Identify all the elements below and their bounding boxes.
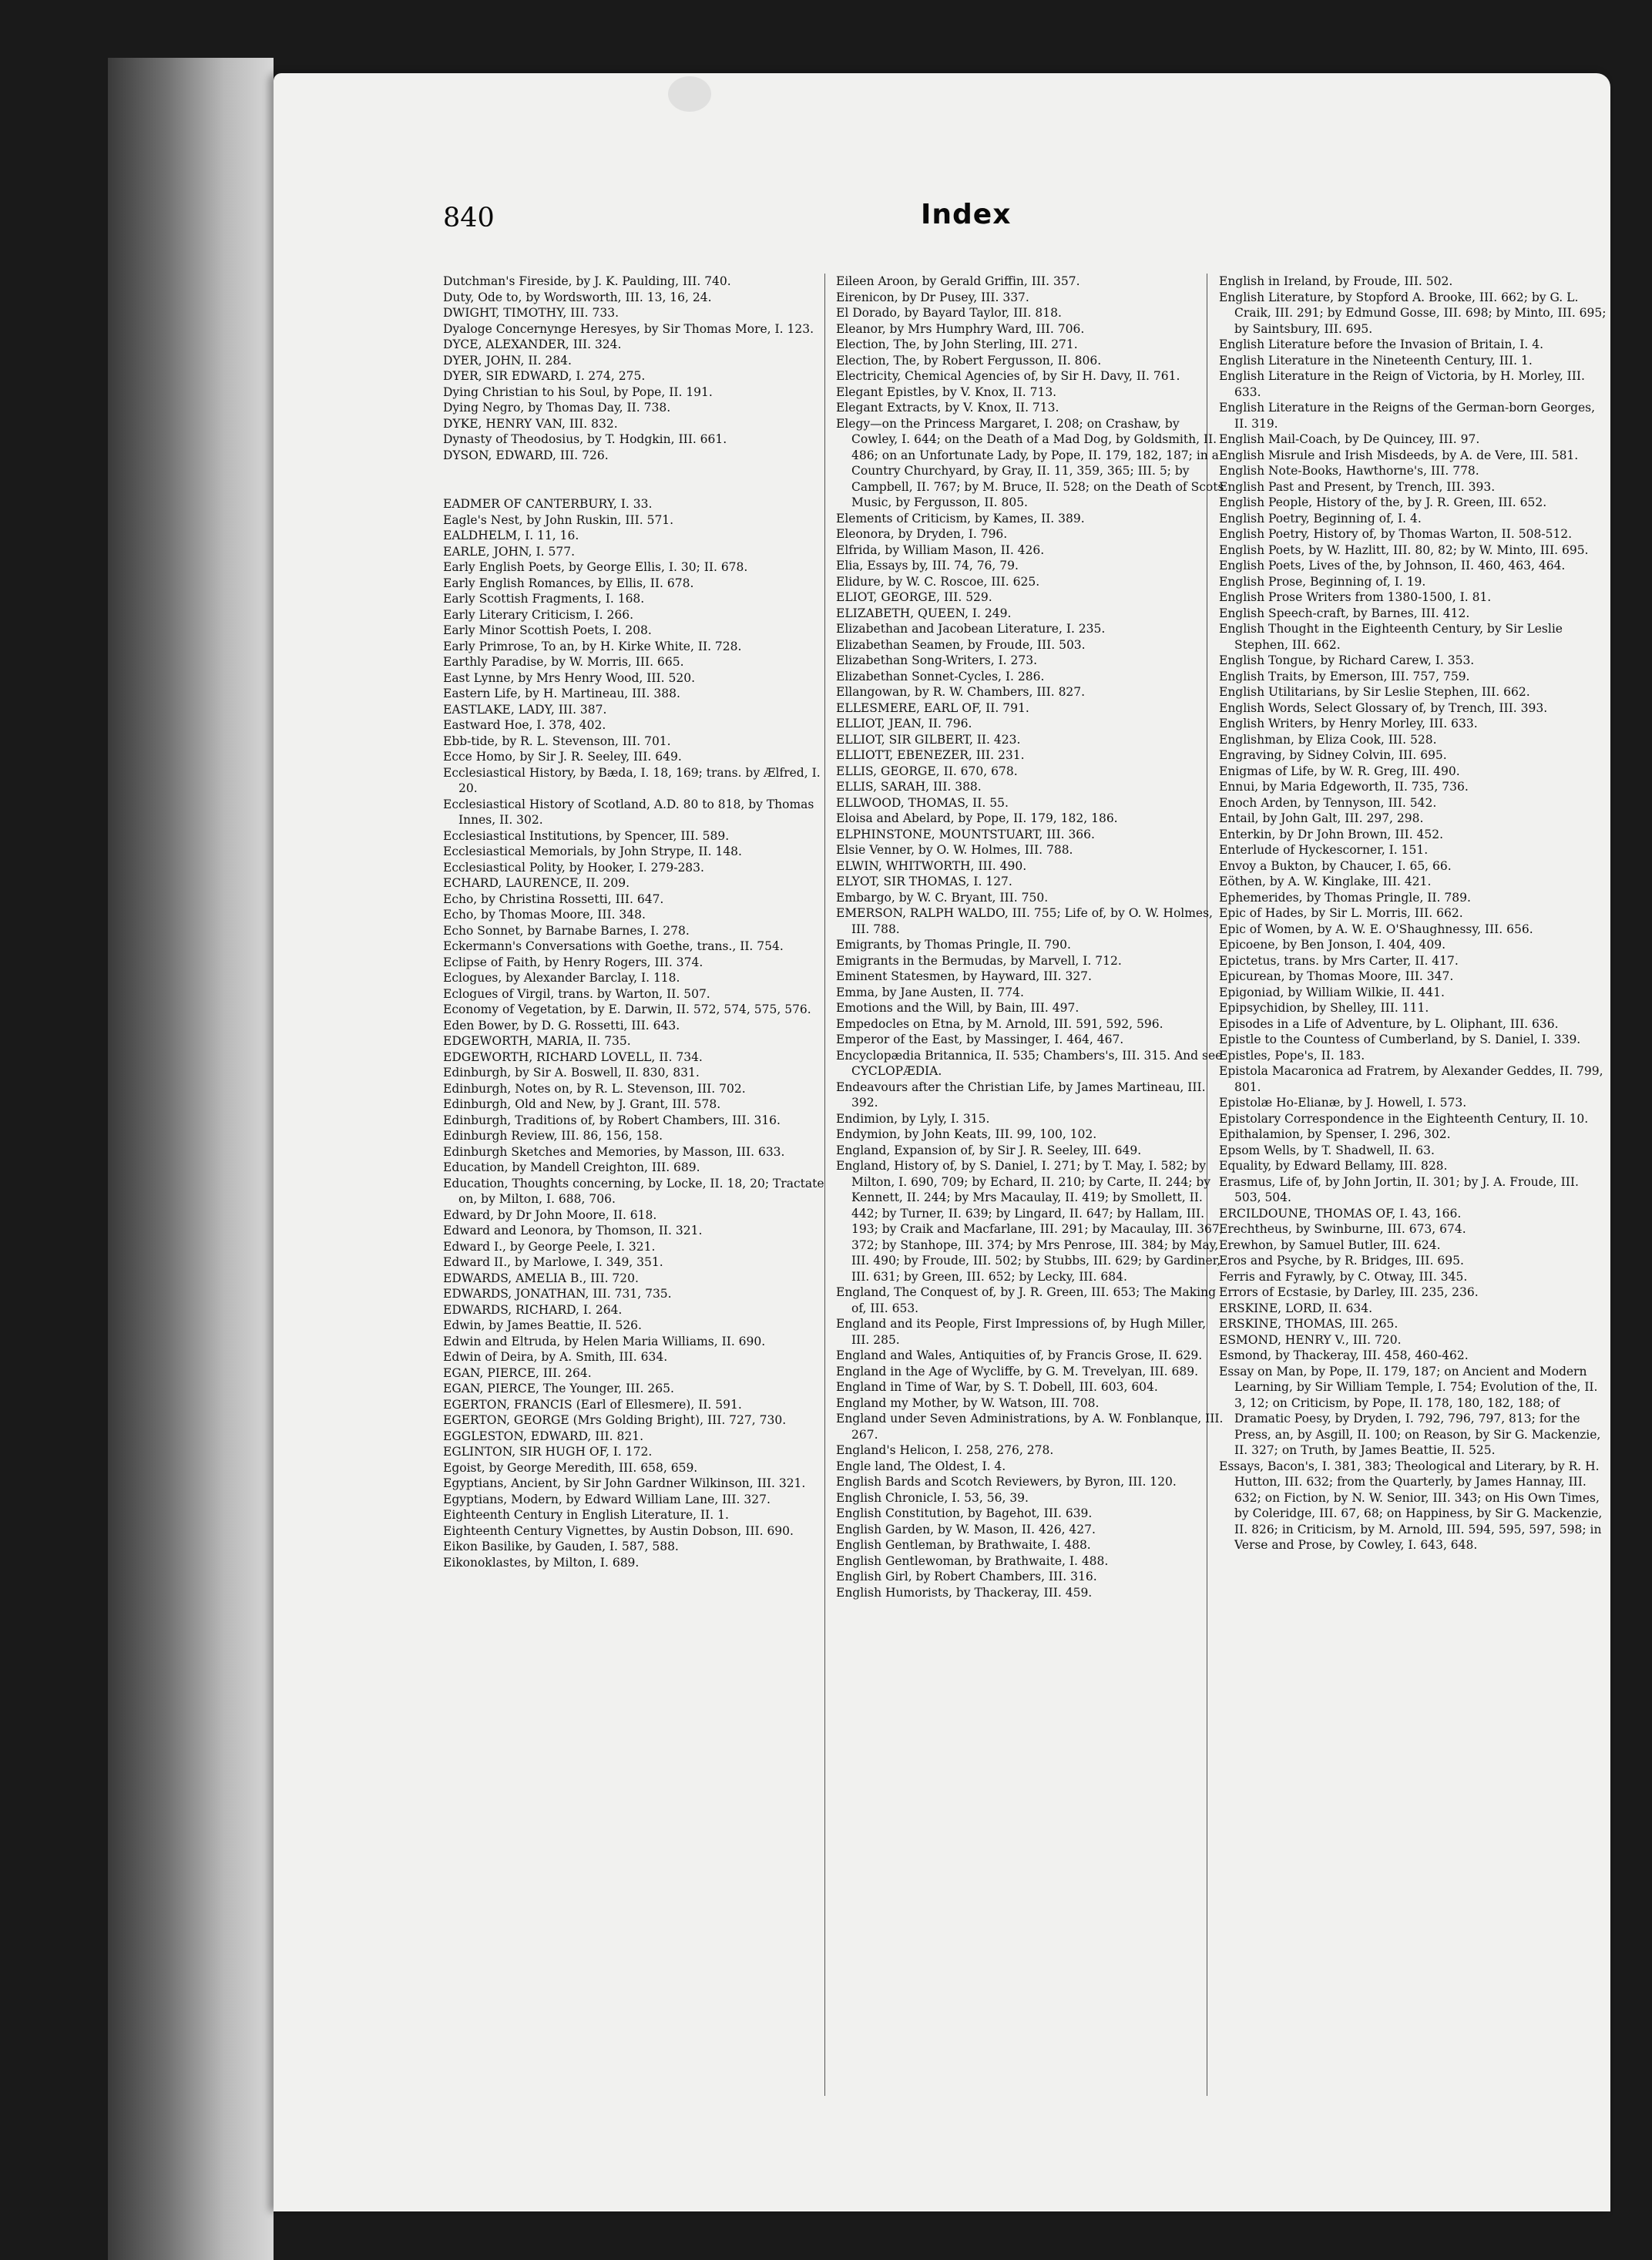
index-entry: English People, History of the, by J. R. Green, III. 652.: [1219, 495, 1547, 509]
index-entry: Ferris and Fyrawly, by C. Otway, III. 345.: [1219, 1269, 1468, 1284]
index-entry: Eastward Hoe, I. 378, 402.: [443, 718, 606, 732]
index-entry: Epipsychidion, by Shelley, III. 111.: [1219, 1001, 1429, 1015]
index-entry: Epistolæ Ho-Elianæ, by J. Howell, I. 573.: [1219, 1096, 1467, 1110]
index-entry: Eminent Statesmen, by Hayward, III. 327.: [836, 969, 1092, 983]
index-entry: Ecclesiastical Institutions, by Spencer, III. 589.: [443, 828, 730, 843]
index-entry: DYKE, HENRY VAN, III. 832.: [443, 416, 618, 431]
index-entry: Egyptians, Ancient, by Sir John Gardner Wilkinson, III. 321.: [443, 1476, 806, 1490]
index-entry: Early Literary Criticism, I. 266.: [443, 607, 634, 622]
index-entry: Endeavours after the Christian Life, by James Martineau, III. 392.: [836, 1080, 1206, 1110]
index-entry: Endymion, by John Keats, III. 99, 100, 102.: [836, 1127, 1097, 1141]
index-entry: Eikonoklastes, by Milton, I. 689.: [443, 1555, 640, 1570]
index-entry: English Thought in the Eighteenth Century, by Sir Leslie Stephen, III. 662.: [1219, 622, 1563, 652]
index-entry: EGERTON, FRANCIS (Earl of Ellesmere), II. 591.: [443, 1397, 742, 1412]
index-entry: Epistolary Correspondence in the Eighteenth Century, II. 10.: [1219, 1111, 1589, 1126]
index-entry: English Humorists, by Thackeray, III. 459.: [836, 1585, 1093, 1600]
index-entry: Epithalamion, by Spenser, I. 296, 302.: [1219, 1127, 1451, 1141]
index-column-1: [443, 274, 832, 1570]
index-entry: ELPHINSTONE, MOUNTSTUART, III. 366.: [836, 827, 1095, 841]
index-entry: Economy of Vegetation, by E. Darwin, II. 572, 574, 575, 576.: [443, 1002, 811, 1016]
index-entry: Echo Sonnet, by Barnabe Barnes, I. 278.: [443, 923, 690, 938]
index-entry: Edward and Leonora, by Thomson, II. 321.: [443, 1224, 703, 1237]
index-entry: English Literature in the Reigns of the German-born Georges, II. 319.: [1219, 401, 1596, 431]
index-entry: Dying Christian to his Soul, by Pope, II. 191.: [443, 385, 713, 399]
index-entry: ELLIOT, JEAN, II. 796.: [836, 717, 972, 730]
index-entry: Elidure, by W. C. Roscoe, III. 625.: [836, 574, 1040, 589]
index-entry: Empedocles on Etna, by M. Arnold, III. 591, 592, 596.: [836, 1016, 1163, 1031]
index-entry: Erasmus, Life of, by John Jortin, II. 301; by J. A. Froude, III. 503, 504.: [1219, 1174, 1579, 1204]
index-entry: English Traits, by Emerson, III. 757, 759.: [1219, 669, 1470, 683]
index-entry: Epicoene, by Ben Jonson, I. 404, 409.: [1219, 938, 1446, 952]
index-entry: ELYOT, SIR THOMAS, I. 127.: [836, 875, 1012, 888]
index-entry: Elfrida, by William Mason, II. 426.: [836, 542, 1045, 557]
index-entry: Ecclesiastical History of Scotland, A.D. 80 to 818, by Thomas Innes, II. 302.: [443, 797, 814, 827]
index-entry: Ecclesiastical Memorials, by John Strype, II. 148.: [443, 845, 742, 858]
index-entry: Dynasty of Theodosius, by T. Hodgkin, III. 661.: [443, 432, 727, 446]
index-entry: Eighteenth Century Vignettes, by Austin Dobson, III. 690.: [443, 1523, 794, 1538]
index-entry: EDGEWORTH, RICHARD LOVELL, II. 734.: [443, 1049, 703, 1064]
index-entry: Education, by Mandell Creighton, III. 689.: [443, 1160, 700, 1174]
index-entry: Edward I., by George Peele, I. 321.: [443, 1239, 656, 1254]
index-entry: Elizabethan Seamen, by Froude, III. 503.: [836, 637, 1086, 652]
index-entry: Early Scottish Fragments, I. 168.: [443, 592, 645, 606]
index-entry: Elsie Venner, by O. W. Holmes, III. 788.: [836, 843, 1073, 857]
index-entry: ELIOT, GEORGE, III. 529.: [836, 590, 992, 604]
index-entry: Eclogues of Virgil, trans. by Warton, II. 507.: [443, 986, 710, 1001]
index-entry: Eagle's Nest, by John Ruskin, III. 571.: [443, 512, 674, 527]
index-entry: English Poetry, Beginning of, I. 4.: [1219, 511, 1422, 526]
index-entry: Electricity, Chemical Agencies of, by Sir H. Davy, II. 761.: [836, 369, 1180, 383]
index-entry: Elegy—on the Princess Margaret, I. 208; on Crashaw, by Cowley, I. 644; on the Death of a Mad Dog, by Goldsmith, II. 486; on an Unfortunate Lady, by Pope, II. 179, 182, 187; in a Country Churchyard, by Gray, II. 11, 359, 365; III. 5; by Campbell, II. 767; by M. Bruce, II. 528; on the Death of Scots Music, by Fergusson, II. 805.: [836, 416, 1224, 509]
index-entry: English Prose Writers from 1380-1500, I. 81.: [1219, 590, 1492, 604]
index-entry: English in Ireland, by Froude, III. 502.: [1219, 274, 1453, 288]
index-entry: Essay on Man, by Pope, II. 179, 187; on Ancient and Modern Learning, by Sir William Temple, I. 754; Evolution of the, II. 3, 12; on Criticism, by Pope, II. 178, 180, 182, 188; of Dramatic Poesy, by Dryden, I. 792, 796, 797, 813; for the Press, an, by Asgill, II. 100; on Reason, by Sir G. Mackenzie, II. 327; on Truth, by James Beattie, II. 525.: [1219, 1364, 1601, 1457]
index-entry: Eclogues, by Alexander Barclay, I. 118.: [443, 971, 680, 985]
index-entry: England, The Conquest of, by J. R. Green, III. 653; The Making of, III. 653.: [836, 1285, 1217, 1315]
index-entry: English Words, Select Glossary of, by Trench, III. 393.: [1219, 700, 1548, 715]
index-entry: Dutchman's Fireside, by J. K. Paulding, III. 740.: [443, 274, 731, 288]
index-entry: Edinburgh, Traditions of, by Robert Chambers, III. 316.: [443, 1113, 781, 1127]
index-entry: Eighteenth Century in English Literature, II. 1.: [443, 1508, 729, 1522]
index-entry: Ebb-tide, by R. L. Stevenson, III. 701.: [443, 734, 671, 748]
index-entry: ELLESMERE, EARL OF, II. 791.: [836, 700, 1029, 715]
index-entry: Eöthen, by A. W. Kinglake, III. 421.: [1219, 875, 1432, 888]
index-entry: Election, The, by Robert Fergusson, II. 806.: [836, 353, 1102, 368]
index-entry: England in Time of War, by S. T. Dobell, III. 603, 604.: [836, 1380, 1158, 1394]
index-entry: Elegant Extracts, by V. Knox, II. 713.: [836, 401, 1059, 415]
index-entry: Edwin and Eltruda, by Helen Maria Williams, II. 690.: [443, 1334, 766, 1348]
index-entry: Enterlude of Hyckescorner, I. 151.: [1219, 843, 1429, 857]
index-entry: English Tongue, by Richard Carew, I. 353.: [1219, 653, 1475, 667]
index-entry: England my Mother, by W. Watson, III. 708.: [836, 1395, 1100, 1410]
index-entry: Education, Thoughts concerning, by Locke, II. 18, 20; Tractate on, by Milton, I. 688, 706.: [443, 1176, 824, 1206]
page-number: 840: [443, 203, 495, 233]
index-entry: English Poets, by W. Hazlitt, III. 80, 82; by W. Minto, III. 695.: [1219, 542, 1589, 557]
book-spine: [108, 58, 274, 2260]
index-entry: ERSKINE, THOMAS, III. 265.: [1219, 1317, 1398, 1331]
index-entry: Eikon Basilike, by Gauden, I. 587, 588.: [443, 1540, 679, 1553]
index-entry: Ephemerides, by Thomas Pringle, II. 789.: [1219, 890, 1471, 905]
index-entry: Edwin, by James Beattie, II. 526.: [443, 1318, 642, 1332]
index-entry: Edwin of Deira, by A. Smith, III. 634.: [443, 1350, 668, 1364]
index-entry: Ecclesiastical Polity, by Hooker, I. 279-283.: [443, 860, 704, 875]
index-entry: Emperor of the East, by Massinger, I. 464, 467.: [836, 1033, 1124, 1046]
index-entry: English Gentlewoman, by Brathwaite, I. 488.: [836, 1553, 1109, 1568]
index-entry: Emigrants, by Thomas Pringle, II. 790.: [836, 938, 1071, 952]
index-entry: Election, The, by John Sterling, III. 271.: [836, 337, 1078, 351]
index-entry: Duty, Ode to, by Wordsworth, III. 13, 16, 24.: [443, 290, 712, 304]
index-entry: English Literature, by Stopford A. Brooke, III. 662; by G. L. Craik, III. 291; by Edmund Gosse, III. 698; by Minto, III. 695; by Saintsbury, III. 695.: [1219, 290, 1607, 336]
index-entry: East Lynne, by Mrs Henry Wood, III. 520.: [443, 670, 696, 685]
index-entry: Eclipse of Faith, by Henry Rogers, III. 374.: [443, 955, 703, 969]
index-entry: Edward II., by Marlowe, I. 349, 351.: [443, 1255, 663, 1269]
index-entry: ECHARD, LAURENCE, II. 209.: [443, 876, 630, 890]
index-entry: Emigrants in the Bermudas, by Marvell, I. 712.: [836, 953, 1122, 968]
index-entry: Dyaloge Concernynge Heresyes, by Sir Thomas More, I. 123.: [443, 321, 814, 336]
index-entry: England and its People, First Impressions of, by Hugh Miller, III. 285.: [836, 1317, 1207, 1347]
index-entry: Envoy a Bukton, by Chaucer, I. 65, 66.: [1219, 858, 1452, 873]
index-entry: Equality, by Edward Bellamy, III. 828.: [1219, 1159, 1448, 1173]
index-column-2: [836, 274, 1225, 1600]
index-entry: Erechtheus, by Swinburne, III. 673, 674.: [1219, 1222, 1466, 1236]
index-entry: Epistola Macaronica ad Fratrem, by Alexander Geddes, II. 799, 801.: [1219, 1064, 1603, 1094]
index-entry: Epsom Wells, by T. Shadwell, II. 63.: [1219, 1143, 1435, 1157]
index-entry: Ecce Homo, by Sir J. R. Seeley, III. 649.: [443, 750, 682, 764]
index-entry: Elizabethan Sonnet-Cycles, I. 286.: [836, 669, 1045, 683]
index-entry: Eastern Life, by H. Martineau, III. 388.: [443, 687, 680, 700]
index-entry: Elizabethan and Jacobean Literature, I. 235.: [836, 622, 1106, 636]
index-entry: Englishman, by Eliza Cook, III. 528.: [1219, 732, 1437, 747]
index-entry: Enigmas of Life, by W. R. Greg, III. 490.: [1219, 764, 1460, 778]
index-entry: English Constitution, by Bagehot, III. 639.: [836, 1506, 1093, 1520]
index-entry: English Poetry, History of, by Thomas Warton, II. 508-512.: [1219, 527, 1573, 541]
index-entry: Echo, by Christina Rossetti, III. 647.: [443, 892, 664, 906]
index-entry: England under Seven Administrations, by A. W. Fonblanque, III. 267.: [836, 1412, 1224, 1442]
index-entry: Eden Bower, by D. G. Rossetti, III. 643.: [443, 1018, 680, 1033]
index-entry: Errors of Ecstasie, by Darley, III. 235, 236.: [1219, 1285, 1479, 1299]
index-entry: EGERTON, GEORGE (Mrs Golding Bright), III. 727, 730.: [443, 1413, 787, 1427]
index-entry: ELLIOTT, EBENEZER, III. 231.: [836, 748, 1025, 762]
index-entry: Early English Poets, by George Ellis, I. 30; II. 678.: [443, 560, 748, 574]
index-entry: DYER, SIR EDWARD, I. 274, 275.: [443, 369, 646, 383]
index-entry: England in the Age of Wycliffe, by G. M. Trevelyan, III. 689.: [836, 1364, 1199, 1378]
index-entry: Engraving, by Sidney Colvin, III. 695.: [1219, 748, 1447, 762]
index-entry: Epictetus, trans. by Mrs Carter, II. 417.: [1219, 953, 1459, 968]
index-entry: Edinburgh, Old and New, by J. Grant, III. 578.: [443, 1097, 721, 1111]
index-entry: Elia, Essays by, III. 74, 76, 79.: [836, 559, 1019, 573]
index-entry: Entail, by John Galt, III. 297, 298.: [1219, 811, 1424, 825]
index-entry: English Writers, by Henry Morley, III. 633.: [1219, 717, 1478, 730]
index-entry: DWIGHT, TIMOTHY, III. 733.: [443, 306, 620, 320]
index-entry: Edward, by Dr John Moore, II. 618.: [443, 1207, 657, 1222]
index-entry: English Poets, Lives of the, by Johnson, II. 460, 463, 464.: [1219, 559, 1566, 573]
index-entry: EGAN, PIERCE, The Younger, III. 265.: [443, 1382, 674, 1395]
index-entry: Esmond, by Thackeray, III. 458, 460-462.: [1219, 1348, 1469, 1362]
index-entry: English Literature in the Nineteenth Century, III. 1.: [1219, 353, 1533, 368]
index-entry: English Prose, Beginning of, I. 19.: [1219, 574, 1426, 589]
index-entry: Emma, by Jane Austen, II. 774.: [836, 985, 1024, 999]
index-entry: English Utilitarians, by Sir Leslie Stephen, III. 662.: [1219, 685, 1530, 699]
index-entry: ERCILDOUNE, THOMAS OF, I. 43, 166.: [1219, 1206, 1462, 1221]
index-entry: Emotions and the Will, by Bain, III. 497.: [836, 1001, 1080, 1015]
index-entry: ELLWOOD, THOMAS, II. 55.: [836, 795, 1009, 810]
index-entry: Edinburgh, by Sir A. Boswell, II. 830, 831.: [443, 1066, 700, 1080]
index-entry: El Dorado, by Bayard Taylor, III. 818.: [836, 306, 1062, 320]
index-entry: English Literature before the Invasion of Britain, I. 4.: [1219, 337, 1544, 351]
index-entry: Epic of Hades, by Sir L. Morris, III. 662.: [1219, 906, 1463, 920]
index-entry: EDGEWORTH, MARIA, II. 735.: [443, 1034, 631, 1048]
index-entry: Echo, by Thomas Moore, III. 348.: [443, 908, 646, 922]
index-entry: Eleonora, by Dryden, I. 796.: [836, 527, 1008, 541]
index-entry: Epic of Women, by A. W. E. O'Shaughnessy, III. 656.: [1219, 922, 1533, 936]
index-entry: ELLIOT, SIR GILBERT, II. 423.: [836, 732, 1021, 747]
index-entry: Edinburgh, Notes on, by R. L. Stevenson, III. 702.: [443, 1081, 746, 1096]
index-entry: England, Expansion of, by Sir J. R. Seeley, III. 649.: [836, 1143, 1142, 1157]
index-entry: England's Helicon, I. 258, 276, 278.: [836, 1443, 1054, 1457]
index-entry: Early English Romances, by Ellis, II. 678.: [443, 576, 694, 590]
index-entry: English Gentleman, by Brathwaite, I. 488.: [836, 1538, 1091, 1552]
index-entry: Egoist, by George Meredith, III. 658, 659.: [443, 1460, 698, 1475]
index-entry: Early Primrose, To an, by H. Kirke White, II. 728.: [443, 639, 742, 653]
index-gap: [443, 475, 832, 485]
index-entry: Epistle to the Countess of Cumberland, by S. Daniel, I. 339.: [1219, 1033, 1581, 1046]
index-entry: Elizabethan Song-Writers, I. 273.: [836, 653, 1038, 667]
index-entry: Eleanor, by Mrs Humphry Ward, III. 706.: [836, 321, 1085, 336]
index-entry: Edinburgh Sketches and Memories, by Masson, III. 633.: [443, 1144, 785, 1159]
index-entry: Elegant Epistles, by V. Knox, II. 713.: [836, 385, 1057, 399]
running-head: Index: [921, 199, 1012, 230]
index-entry: EMERSON, RALPH WALDO, III. 755; Life of, by O. W. Holmes, III. 788.: [836, 906, 1213, 936]
index-entry: Ellangowan, by R. W. Chambers, III. 827.: [836, 685, 1086, 699]
index-entry: Erewhon, by Samuel Butler, III. 624.: [1219, 1237, 1441, 1252]
index-entry: English Speech-craft, by Barnes, III. 412.: [1219, 606, 1470, 620]
index-entry: English Chronicle, I. 53, 56, 39.: [836, 1490, 1029, 1505]
index-entry: Earthly Paradise, by W. Morris, III. 665.: [443, 655, 684, 669]
index-entry: Endimion, by Lyly, I. 315.: [836, 1111, 990, 1126]
index-entry: ERSKINE, LORD, II. 634.: [1219, 1301, 1373, 1315]
index-entry: English Misrule and Irish Misdeeds, by A. de Vere, III. 581.: [1219, 448, 1579, 462]
index-entry: English Literature in the Reign of Victoria, by H. Morley, III. 633.: [1219, 369, 1585, 399]
index-entry: Essays, Bacon's, I. 381, 383; Theological and Literary, by R. H. Hutton, III. 632; from the Quarterly, by James Hannay, III. 632; on Fiction, by N. W. Senior, III. 343; on His Own Times, by Coleridge, III. 67, 68; on Happiness, by Sir G. Mackenzie, II. 826; in Criticism, by M. Arnold, III. 594, 595, 597, 598; in Verse and Prose, by Cowley, I. 643, 648.: [1219, 1459, 1603, 1552]
index-entry: Early Minor Scottish Poets, I. 208.: [443, 623, 652, 637]
index-entry: Encyclopædia Britannica, II. 535; Chambers's, III. 315. And see CYCLOPÆDIA.: [836, 1048, 1223, 1078]
index-entry: EDWARDS, JONATHAN, III. 731, 735.: [443, 1287, 672, 1301]
index-entry: England and Wales, Antiquities of, by Francis Grose, II. 629.: [836, 1348, 1203, 1362]
index-entry: DYER, JOHN, II. 284.: [443, 353, 572, 368]
index-entry: English Note-Books, Hawthorne's, III. 778.: [1219, 464, 1479, 478]
index-entry: Eckermann's Conversations with Goethe, trans., II. 754.: [443, 939, 784, 953]
index-entry: Elements of Criticism, by Kames, II. 389.: [836, 511, 1085, 526]
index-entry: English Past and Present, by Trench, III. 393.: [1219, 479, 1496, 494]
index-entry: Ennui, by Maria Edgeworth, II. 735, 736.: [1219, 780, 1469, 794]
index-entry: Ecclesiastical History, by Bæda, I. 18, 169; trans. by Ælfred, I. 20.: [443, 765, 821, 795]
index-entry: DYSON, EDWARD, III. 726.: [443, 448, 609, 462]
index-entry: EGGLESTON, EDWARD, III. 821.: [443, 1429, 644, 1443]
index-entry: Dying Negro, by Thomas Day, II. 738.: [443, 401, 671, 415]
index-entry: Eirenicon, by Dr Pusey, III. 337.: [836, 290, 1029, 304]
index-column-3: [1219, 274, 1608, 1553]
index-entry: Eros and Psyche, by R. Bridges, III. 695.: [1219, 1254, 1464, 1268]
index-entry: English Garden, by W. Mason, II. 426, 427.: [836, 1522, 1096, 1536]
index-entry: Enterkin, by Dr John Brown, III. 452.: [1219, 827, 1444, 841]
index-entry: Epigoniad, by William Wilkie, II. 441.: [1219, 985, 1445, 999]
index-entry: English Girl, by Robert Chambers, III. 316.: [836, 1570, 1097, 1583]
index-entry: Epicurean, by Thomas Moore, III. 347.: [1219, 969, 1454, 983]
index-entry: Engle land, The Oldest, I. 4.: [836, 1459, 1006, 1473]
index-entry: ELLIS, GEORGE, II. 670, 678.: [836, 764, 1018, 778]
index-entry: Egyptians, Modern, by Edward William Lane, III. 327.: [443, 1492, 771, 1506]
index-entry: EASTLAKE, LADY, III. 387.: [443, 702, 607, 717]
index-entry: DYCE, ALEXANDER, III. 324.: [443, 337, 622, 351]
index-entry: EADMER OF CANTERBURY, I. 33.: [443, 497, 653, 511]
index-entry: English Mail-Coach, by De Quincey, III. 97.: [1219, 432, 1480, 446]
index-entry: EDWARDS, AMELIA B., III. 720.: [443, 1271, 639, 1285]
index-entry: Epistles, Pope's, II. 183.: [1219, 1048, 1365, 1063]
index-entry: Eloisa and Abelard, by Pope, II. 179, 182, 186.: [836, 811, 1118, 825]
index-entry: Episodes in a Life of Adventure, by L. Oliphant, III. 636.: [1219, 1016, 1559, 1031]
index-entry: EDWARDS, RICHARD, I. 264.: [443, 1302, 623, 1317]
index-entry: England, History of, by S. Daniel, I. 271; by T. May, I. 582; by Milton, I. 690, 709; by Echard, II. 210; by Carte, II. 244; by Kennett, II. 244; by Mrs Macaulay, II. 419; by Smollett, II. 442; by Turner, II. 639; by Lingard, II. 647; by Hallam, III. 193; by Craik and Macfarlane, III. 291; by Macaulay, III. 367, 372; by Stanhope, III. 374; by Mrs Penrose, III. 384; by May, III. 490; by Froude, III. 502; by Stubbs, III. 629; by Gardiner, III. 631; by Green, III. 652; by Lecky, III. 684.: [836, 1159, 1224, 1284]
index-entry: Edinburgh Review, III. 86, 156, 158.: [443, 1129, 663, 1143]
index-entry: Enoch Arden, by Tennyson, III. 542.: [1219, 795, 1437, 810]
index-entry: ELLIS, SARAH, III. 388.: [836, 780, 982, 794]
index-entry: EALDHELM, I. 11, 16.: [443, 529, 579, 542]
index-entry: English Bards and Scotch Reviewers, by Byron, III. 120.: [836, 1475, 1177, 1489]
index-entry: Eileen Aroon, by Gerald Griffin, III. 357.: [836, 274, 1080, 288]
index-entry: EARLE, JOHN, I. 577.: [443, 544, 575, 559]
index-entry: ELWIN, WHITWORTH, III. 490.: [836, 858, 1027, 873]
index-entry: EGAN, PIERCE, III. 264.: [443, 1365, 592, 1380]
index-entry: ESMOND, HENRY V., III. 720.: [1219, 1332, 1402, 1347]
paper-stain: [668, 76, 711, 112]
index-entry: EGLINTON, SIR HUGH OF, I. 172.: [443, 1445, 653, 1459]
index-entry: Embargo, by W. C. Bryant, III. 750.: [836, 890, 1049, 905]
index-entry: ELIZABETH, QUEEN, I. 249.: [836, 606, 1012, 620]
